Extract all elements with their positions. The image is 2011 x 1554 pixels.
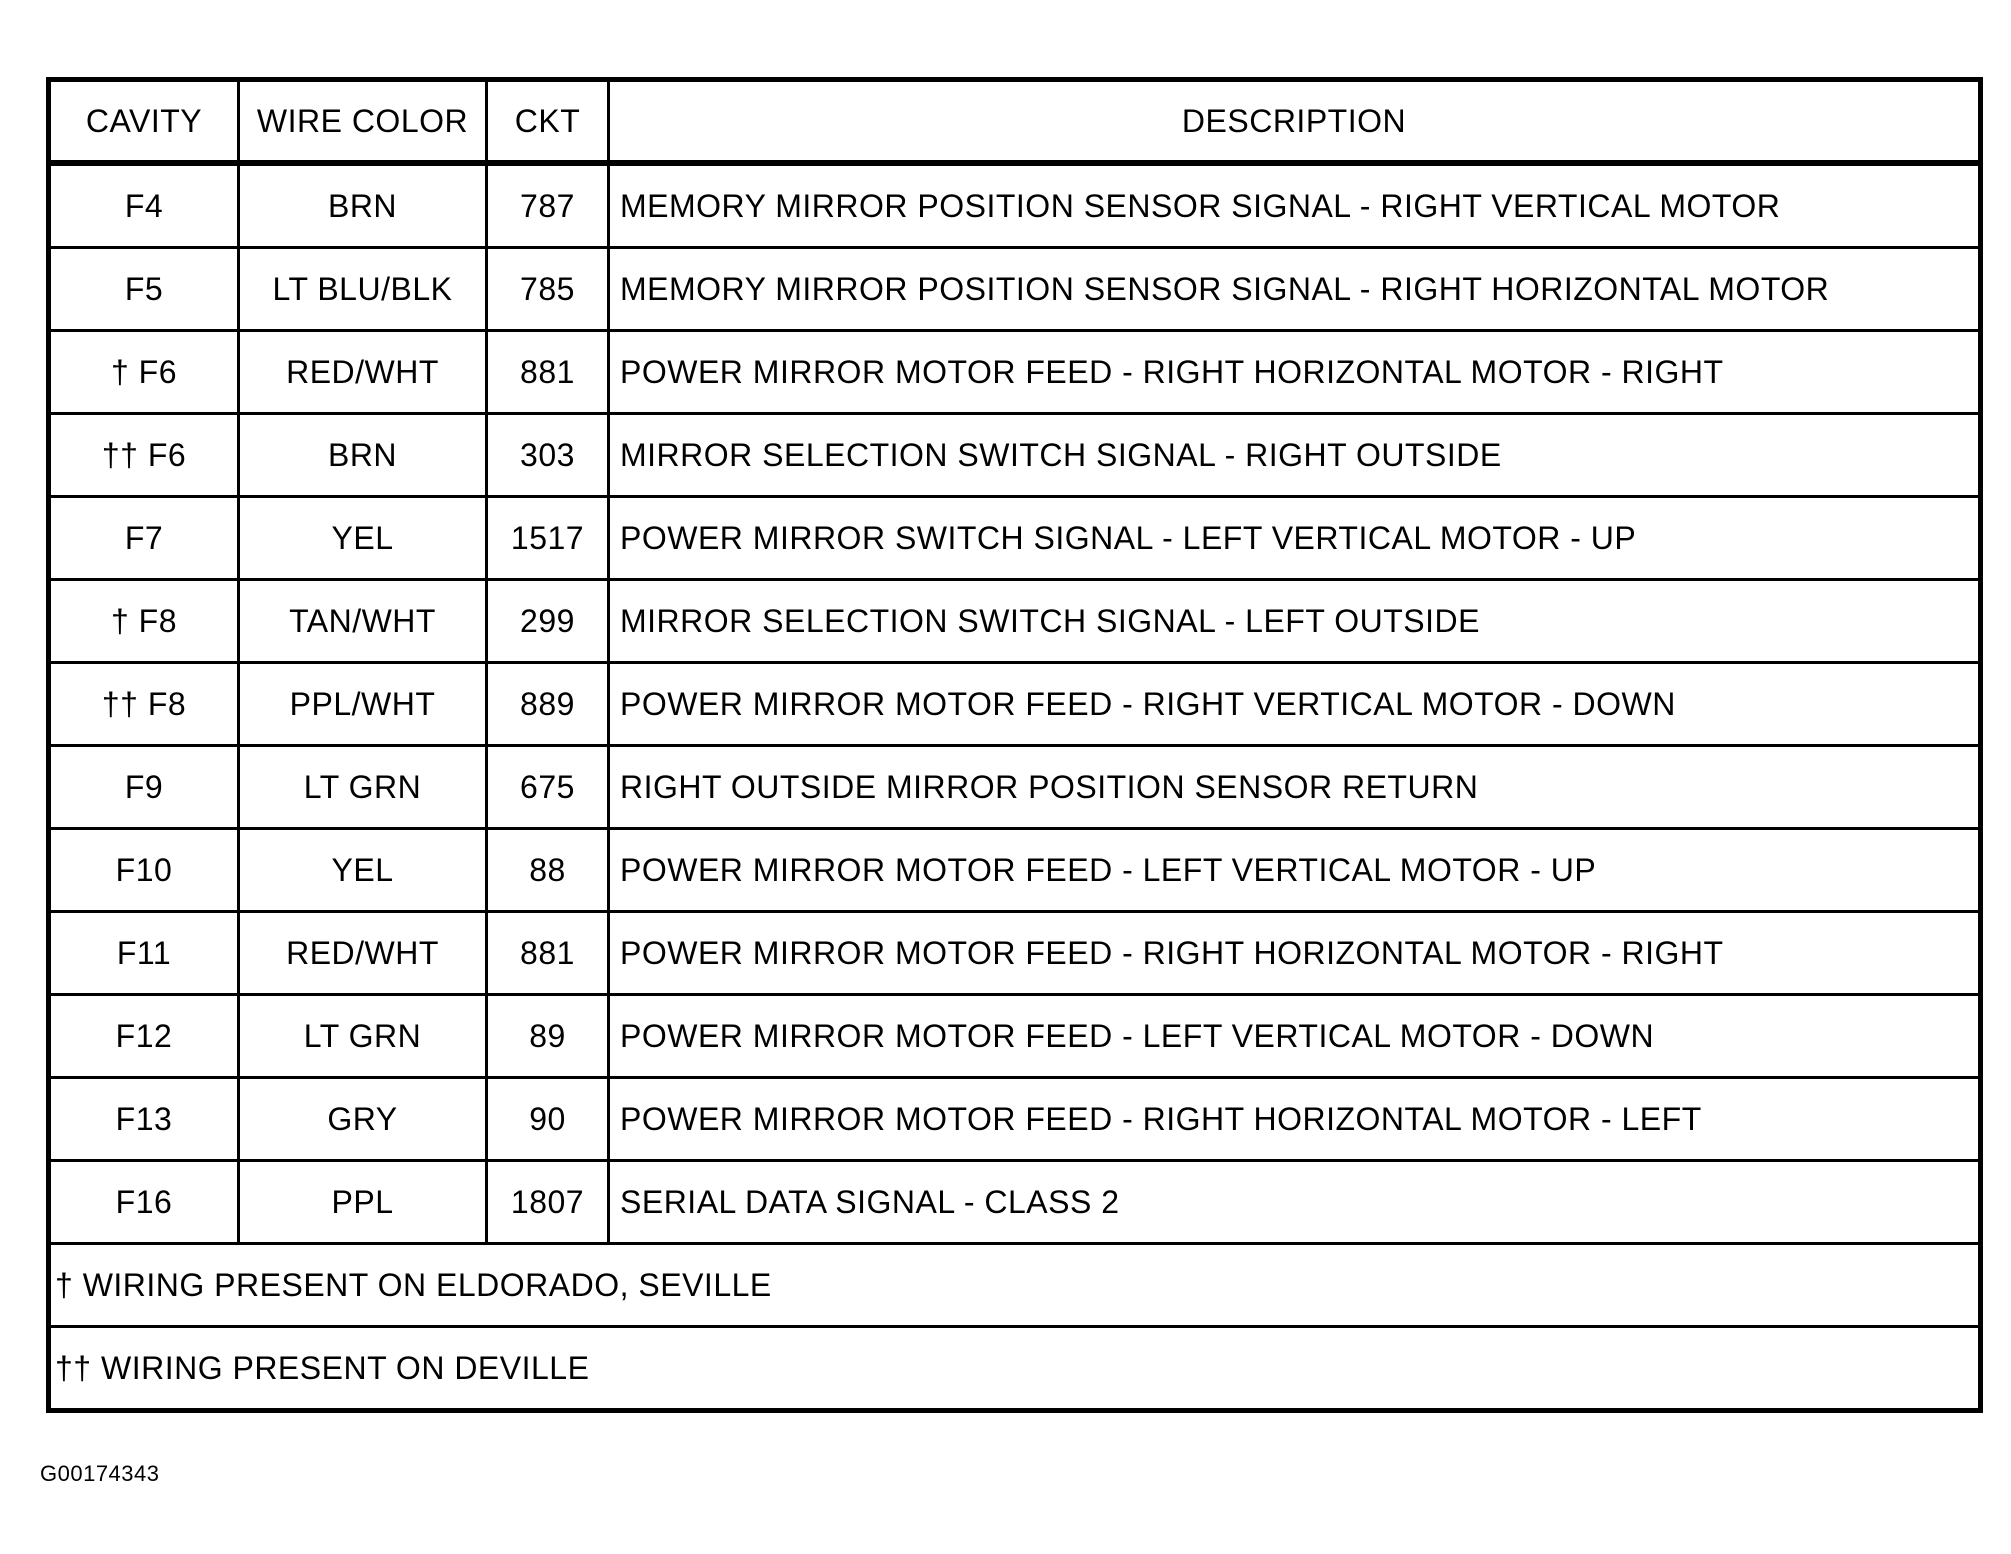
table-row <box>49 663 1981 746</box>
ckt-cell: 787 <box>487 163 609 248</box>
cavity-cell: F10 <box>49 829 239 912</box>
wire-color-cell: LT GRN <box>239 995 487 1078</box>
wire-color-cell: RED/WHT <box>239 331 487 414</box>
footnote-eldorado-seville: † WIRING PRESENT ON ELDORADO, SEVILLE <box>49 1244 1981 1327</box>
cavity-cell: †† F8 <box>49 663 239 746</box>
table-row <box>49 497 1981 580</box>
ckt-cell: 881 <box>487 331 609 414</box>
description-cell: MIRROR SELECTION SWITCH SIGNAL - RIGHT OUTSIDE <box>609 414 1981 497</box>
ckt-cell: 675 <box>487 746 609 829</box>
wire-color-cell: RED/WHT <box>239 912 487 995</box>
ckt-cell: 889 <box>487 663 609 746</box>
cavity-cell: F11 <box>49 912 239 995</box>
cavity-cell: † F6 <box>49 331 239 414</box>
wire-color-cell: BRN <box>239 163 487 248</box>
header-row <box>49 80 1981 164</box>
ckt-cell: 1807 <box>487 1161 609 1244</box>
table-row <box>49 163 1981 248</box>
wire-color-cell: LT BLU/BLK <box>239 248 487 331</box>
connector-pinout-table-container <box>46 77 1978 1413</box>
footnote-row <box>49 1244 1981 1327</box>
table-row <box>49 912 1981 995</box>
cavity-cell: F16 <box>49 1161 239 1244</box>
connector-pinout-table <box>46 77 1983 1413</box>
description-cell: RIGHT OUTSIDE MIRROR POSITION SENSOR RETURN <box>609 746 1981 829</box>
ckt-cell: 89 <box>487 995 609 1078</box>
description-cell: MEMORY MIRROR POSITION SENSOR SIGNAL - RIGHT VERTICAL MOTOR <box>609 163 1981 248</box>
wire-color-cell: LT GRN <box>239 746 487 829</box>
cavity-cell: F12 <box>49 995 239 1078</box>
cavity-cell: F7 <box>49 497 239 580</box>
table-row <box>49 414 1981 497</box>
description-cell: POWER MIRROR MOTOR FEED - RIGHT HORIZONTAL MOTOR - RIGHT <box>609 912 1981 995</box>
wire-color-cell: TAN/WHT <box>239 580 487 663</box>
description-cell: POWER MIRROR MOTOR FEED - RIGHT HORIZONTAL MOTOR - RIGHT <box>609 331 1981 414</box>
description-cell: POWER MIRROR MOTOR FEED - RIGHT HORIZONTAL MOTOR - LEFT <box>609 1078 1981 1161</box>
ckt-cell: 299 <box>487 580 609 663</box>
cavity-cell: †† F6 <box>49 414 239 497</box>
description-cell: POWER MIRROR MOTOR FEED - LEFT VERTICAL MOTOR - UP <box>609 829 1981 912</box>
table-row <box>49 995 1981 1078</box>
ckt-cell: 88 <box>487 829 609 912</box>
cavity-cell: F5 <box>49 248 239 331</box>
cavity-cell: F13 <box>49 1078 239 1161</box>
cavity-cell: † F8 <box>49 580 239 663</box>
ckt-cell: 90 <box>487 1078 609 1161</box>
description-cell: POWER MIRROR SWITCH SIGNAL - LEFT VERTICAL MOTOR - UP <box>609 497 1981 580</box>
header-ckt: CKT <box>487 80 609 164</box>
table-row <box>49 829 1981 912</box>
table-row <box>49 331 1981 414</box>
table-row <box>49 248 1981 331</box>
table-body <box>49 163 1981 1411</box>
ckt-cell: 785 <box>487 248 609 331</box>
figure-id: G00174343 <box>40 1461 160 1486</box>
header-cavity: CAVITY <box>49 80 239 164</box>
table-row <box>49 580 1981 663</box>
header-wire-color: WIRE COLOR <box>239 80 487 164</box>
table-row <box>49 1078 1981 1161</box>
description-cell: MIRROR SELECTION SWITCH SIGNAL - LEFT OUTSIDE <box>609 580 1981 663</box>
description-cell: POWER MIRROR MOTOR FEED - RIGHT VERTICAL MOTOR - DOWN <box>609 663 1981 746</box>
header-description: DESCRIPTION <box>609 80 1981 164</box>
ckt-cell: 881 <box>487 912 609 995</box>
wire-color-cell: PPL/WHT <box>239 663 487 746</box>
description-cell: SERIAL DATA SIGNAL - CLASS 2 <box>609 1161 1981 1244</box>
wire-color-cell: YEL <box>239 829 487 912</box>
wire-color-cell: BRN <box>239 414 487 497</box>
description-cell: POWER MIRROR MOTOR FEED - LEFT VERTICAL MOTOR - DOWN <box>609 995 1981 1078</box>
wire-color-cell: YEL <box>239 497 487 580</box>
ckt-cell: 1517 <box>487 497 609 580</box>
wire-color-cell: GRY <box>239 1078 487 1161</box>
cavity-cell: F9 <box>49 746 239 829</box>
table-row <box>49 1161 1981 1244</box>
ckt-cell: 303 <box>487 414 609 497</box>
table-row <box>49 746 1981 829</box>
cavity-cell: F4 <box>49 163 239 248</box>
footnote-row <box>49 1327 1981 1411</box>
wire-color-cell: PPL <box>239 1161 487 1244</box>
description-cell: MEMORY MIRROR POSITION SENSOR SIGNAL - RIGHT HORIZONTAL MOTOR <box>609 248 1981 331</box>
footnote-deville: †† WIRING PRESENT ON DEVILLE <box>49 1327 1981 1411</box>
